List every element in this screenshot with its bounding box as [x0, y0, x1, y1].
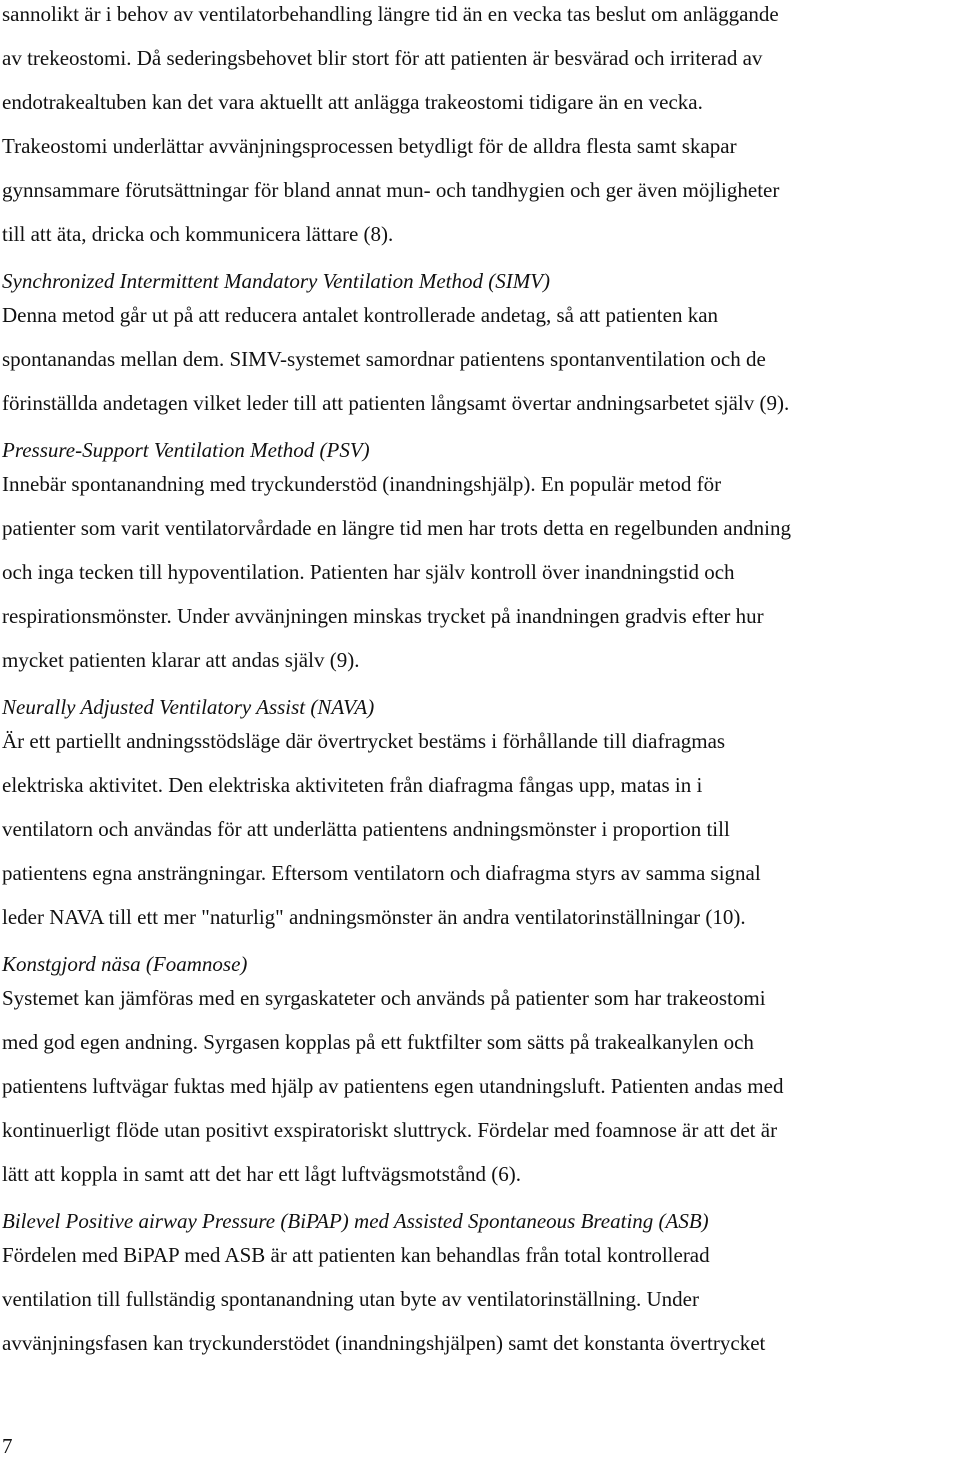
text-line: ventilatorn och användas för att underlätta patientens andningsmönster i proportion till — [2, 817, 730, 841]
text-line: patientens egna ansträngningar. Eftersom ventilatorn och diafragma styrs av samma signal — [2, 861, 761, 885]
section-foamnose — [2, 948, 960, 1196]
section-heading: Neurally Adjusted Ventilatory Assist (NAVA) — [2, 695, 375, 719]
section-paragraph — [2, 462, 960, 682]
text-line: till att äta, dricka och kommunicera lättare (8). — [2, 222, 394, 246]
section-paragraph — [2, 293, 960, 425]
text-line: endotrakealtuben kan det vara aktuellt att anlägga trakeostomi tidigare än en vecka. — [2, 90, 703, 114]
text-line: spontanandas mellan dem. SIMV-systemet samordnar patientens spontanventilation och de — [2, 347, 766, 371]
section-heading: Konstgjord näsa (Foamnose) — [2, 952, 248, 976]
text-line: mycket patienten klarar att andas själv (9). — [2, 648, 360, 672]
intro-paragraph — [2, 0, 960, 256]
text-line: lätt att koppla in samt att det har ett lågt luftvägsmotstånd (6). — [2, 1162, 522, 1186]
text-line: Trakeostomi underlättar avvänjningsprocessen betydligt för de alldra flesta samt skapar — [2, 134, 737, 158]
text-line: patientens luftvägar fuktas med hjälp av patientens egen utandningsluft. Patienten andas med — [2, 1074, 784, 1098]
section-simv — [2, 265, 960, 425]
page-number: 7 — [2, 1434, 13, 1458]
text-line: Systemet kan jämföras med en syrgaskateter och används på patienter som har trakeostomi — [2, 986, 766, 1010]
text-line: med god egen andning. Syrgasen kopplas på ett fuktfilter som sätts på trakealkanylen och — [2, 1030, 754, 1054]
section-nava — [2, 691, 960, 939]
text-line: Fördelen med BiPAP med ASB är att patienten kan behandlas från total kontrollerad — [2, 1243, 710, 1267]
section-paragraph — [2, 1233, 960, 1365]
text-line: och inga tecken till hypoventilation. Patienten har själv kontroll över inandningstid och — [2, 560, 735, 584]
section-paragraph — [2, 719, 960, 939]
text-line: ventilation till fullständig spontanandning utan byte av ventilatorinställning. Under — [2, 1287, 699, 1311]
text-line: Innebär spontanandning med tryckunderstöd (inandningshjälp). En populär metod för — [2, 472, 722, 496]
text-line: Är ett partiellt andningsstödsläge där övertrycket bestäms i förhållande till diafragmas — [2, 729, 726, 753]
text-line: patienter som varit ventilatorvårdade en längre tid men har trots detta en regelbunden andning — [2, 516, 791, 540]
text-line: av trekeostomi. Då sederingsbehovet blir stort för att patienten är besvärad och irriterad av — [2, 46, 763, 70]
text-line: respirationsmönster. Under avvänjningen minskas trycket på inandningen gradvis efter hur — [2, 604, 764, 628]
text-line: gynnsammare förutsättningar för bland annat mun- och tandhygien och ger även möjligheter — [2, 178, 780, 202]
text-line: avvänjningsfasen kan tryckunderstödet (inandningshjälpen) samt det konstanta övertrycket — [2, 1331, 766, 1355]
section-heading: Bilevel Positive airway Pressure (BiPAP) med Assisted Spontaneous Breating (ASB) — [2, 1209, 709, 1233]
section-heading: Synchronized Intermittent Mandatory Ventilation Method (SIMV) — [2, 269, 551, 293]
text-line: leder NAVA till ett mer "naturlig" andningsmönster än andra ventilatorinställningar (10). — [2, 905, 746, 929]
text-line: förinställda andetagen vilket leder till att patienten långsamt övertar andningsarbetet själv (9). — [2, 391, 790, 415]
section-bipap — [2, 1205, 960, 1365]
document-page — [2, 0, 960, 1365]
text-line: kontinuerligt flöde utan positivt exspiratoriskt sluttryck. Fördelar med foamnose är att det är — [2, 1118, 778, 1142]
section-paragraph — [2, 976, 960, 1196]
text-line: elektriska aktivitet. Den elektriska aktiviteten från diafragma fångas upp, matas in i — [2, 773, 703, 797]
text-line: Denna metod går ut på att reducera antalet kontrollerade andetag, så att patienten kan — [2, 303, 719, 327]
text-line: sannolikt är i behov av ventilatorbehandling längre tid än en vecka tas beslut om anläggande — [2, 2, 779, 26]
section-heading: Pressure-Support Ventilation Method (PSV) — [2, 438, 370, 462]
section-psv — [2, 434, 960, 682]
